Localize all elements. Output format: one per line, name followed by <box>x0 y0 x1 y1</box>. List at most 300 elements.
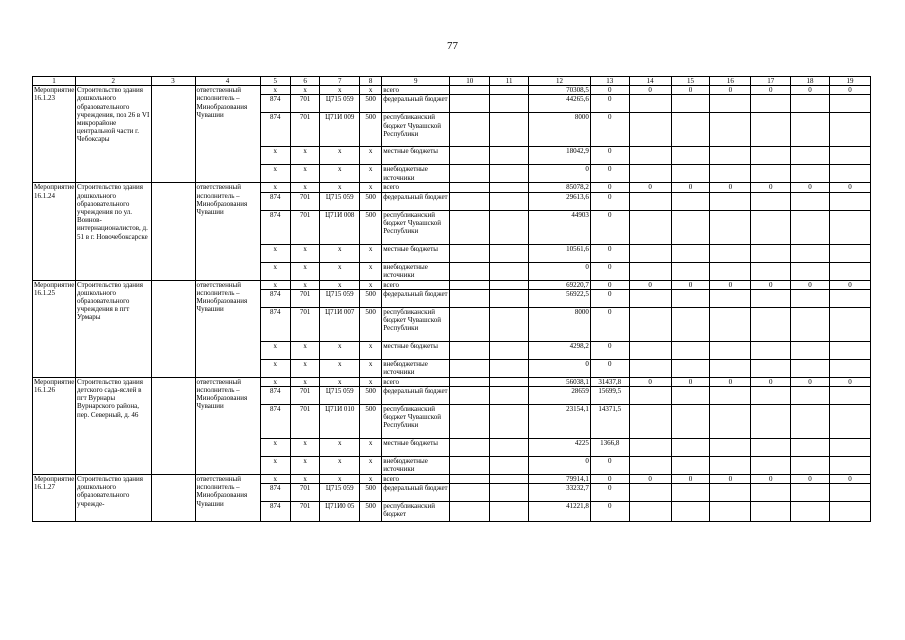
amount-cell: 0 <box>590 307 629 341</box>
code-cell: x <box>360 377 382 386</box>
amount-cell <box>710 192 751 210</box>
amount-cell <box>671 439 710 457</box>
code-cell: x <box>360 262 382 280</box>
executor-cell: ответственный исполнитель – Минобразования Чувашии <box>195 86 260 183</box>
amount-cell <box>629 387 671 405</box>
amount-cell: 0 <box>629 183 671 192</box>
amount-cell: 31437,8 <box>590 377 629 386</box>
empty-cell <box>151 183 195 280</box>
page-number: 77 <box>447 40 458 52</box>
amount-cell: 79914,1 <box>529 475 591 484</box>
amount-cell <box>829 147 870 165</box>
amount-cell: 0 <box>590 475 629 484</box>
code-cell: 500 <box>360 405 382 439</box>
amount-cell <box>671 457 710 475</box>
amount-cell <box>829 502 870 522</box>
amount-cell <box>791 307 830 341</box>
amount-cell <box>710 244 751 262</box>
code-cell: x <box>360 280 382 289</box>
amount-cell <box>751 244 791 262</box>
column-number: 10 <box>450 77 490 86</box>
code-cell: 500 <box>360 484 382 502</box>
amount-cell: 15699,5 <box>590 387 629 405</box>
funding-source-cell: местные бюджеты <box>382 341 450 359</box>
amount-cell <box>629 262 671 280</box>
amount-cell <box>629 341 671 359</box>
measure-cell: Мероприятие 16.1.27 <box>33 475 76 522</box>
amount-cell <box>671 262 710 280</box>
amount-cell <box>791 289 830 307</box>
code-cell: x <box>320 457 360 475</box>
amount-cell: 0 <box>590 183 629 192</box>
amount-cell: 29613,6 <box>529 192 591 210</box>
amount-cell <box>829 244 870 262</box>
code-cell: 701 <box>290 113 319 147</box>
empty-cell <box>490 484 529 502</box>
code-cell: 701 <box>290 405 319 439</box>
code-cell: x <box>360 244 382 262</box>
amount-cell: 0 <box>829 475 870 484</box>
empty-cell <box>490 210 529 244</box>
empty-cell <box>490 280 529 289</box>
funding-source-cell: республиканский бюджет Чувашской Республики <box>382 210 450 244</box>
funding-source-cell: всего <box>382 86 450 95</box>
code-cell: 500 <box>360 387 382 405</box>
amount-cell <box>629 484 671 502</box>
code-cell: x <box>320 244 360 262</box>
amount-cell: 0 <box>590 484 629 502</box>
amount-cell <box>710 307 751 341</box>
amount-cell: 0 <box>590 113 629 147</box>
amount-cell: 0 <box>751 280 791 289</box>
code-cell: x <box>290 377 319 386</box>
code-cell: Ц715 059 <box>320 95 360 113</box>
amount-cell <box>829 341 870 359</box>
amount-cell: 70308,5 <box>529 86 591 95</box>
amount-cell <box>751 210 791 244</box>
code-cell: 500 <box>360 502 382 522</box>
measure-cell: Мероприятие 16.1.26 <box>33 377 76 474</box>
amount-cell <box>671 289 710 307</box>
amount-cell: 8000 <box>529 307 591 341</box>
amount-cell <box>829 307 870 341</box>
empty-cell <box>151 377 195 474</box>
amount-cell: 0 <box>590 280 629 289</box>
amount-cell <box>671 244 710 262</box>
funding-source-cell: всего <box>382 280 450 289</box>
amount-cell <box>751 165 791 183</box>
amount-cell <box>751 387 791 405</box>
amount-cell <box>629 244 671 262</box>
amount-cell: 18042,9 <box>529 147 591 165</box>
empty-cell <box>450 147 490 165</box>
amount-cell: 0 <box>629 377 671 386</box>
code-cell: Ц71И 009 <box>320 113 360 147</box>
column-number: 18 <box>791 77 830 86</box>
amount-cell <box>710 387 751 405</box>
code-cell: Ц71И 010 <box>320 405 360 439</box>
funding-source-cell: местные бюджеты <box>382 244 450 262</box>
amount-cell <box>829 405 870 439</box>
amount-cell <box>671 210 710 244</box>
code-cell: 874 <box>260 405 290 439</box>
funding-source-cell: внебюджетные источники <box>382 457 450 475</box>
amount-cell: 0 <box>529 359 591 377</box>
amount-cell <box>710 289 751 307</box>
code-cell: x <box>260 341 290 359</box>
measure-name-cell: Строительство здания дошкольного образовательного учреждения, поз 26 в VI микрорайоне центральной части г. Чебоксары <box>76 86 152 183</box>
amount-cell <box>629 147 671 165</box>
measure-name-cell: Строительство здания дошкольного образовательного учреждения по ул. Воинов-интернационалистов, д. 51 в г. Новочебоксарске <box>76 183 152 280</box>
code-cell: 874 <box>260 484 290 502</box>
amount-cell: 56038,1 <box>529 377 591 386</box>
amount-cell <box>671 113 710 147</box>
code-cell: x <box>360 147 382 165</box>
empty-cell <box>490 244 529 262</box>
amount-cell <box>629 113 671 147</box>
amount-cell <box>710 341 751 359</box>
empty-cell <box>450 183 490 192</box>
amount-cell <box>710 262 751 280</box>
amount-cell: 0 <box>829 377 870 386</box>
empty-cell <box>450 289 490 307</box>
amount-cell: 0 <box>751 86 791 95</box>
amount-cell: 44265,6 <box>529 95 591 113</box>
amount-cell <box>751 95 791 113</box>
code-cell: 500 <box>360 113 382 147</box>
amount-cell: 0 <box>791 280 830 289</box>
amount-cell <box>829 387 870 405</box>
amount-cell <box>671 147 710 165</box>
amount-cell <box>791 244 830 262</box>
table-row <box>33 183 871 192</box>
code-cell: x <box>290 165 319 183</box>
funding-source-cell: всего <box>382 475 450 484</box>
amount-cell <box>671 405 710 439</box>
measure-cell: Мероприятие 16.1.25 <box>33 280 76 377</box>
amount-cell: 0 <box>710 86 751 95</box>
amount-cell: 0 <box>529 262 591 280</box>
empty-cell <box>450 113 490 147</box>
funding-source-cell: республиканский бюджет Чувашской Республики <box>382 113 450 147</box>
funding-source-cell: республиканский бюджет Чувашской Республики <box>382 307 450 341</box>
amount-cell: 4298,2 <box>529 341 591 359</box>
amount-cell <box>629 95 671 113</box>
code-cell: 500 <box>360 192 382 210</box>
code-cell: x <box>360 457 382 475</box>
empty-cell <box>490 405 529 439</box>
funding-source-cell: федеральный бюджет <box>382 289 450 307</box>
table-row <box>33 377 871 386</box>
amount-cell <box>710 405 751 439</box>
code-cell: x <box>260 244 290 262</box>
code-cell: x <box>260 86 290 95</box>
table-body <box>33 77 871 522</box>
empty-cell <box>450 165 490 183</box>
amount-cell: 0 <box>671 377 710 386</box>
amount-cell: 0 <box>671 86 710 95</box>
amount-cell <box>629 192 671 210</box>
column-number: 17 <box>751 77 791 86</box>
funding-source-cell: всего <box>382 183 450 192</box>
code-cell: Ц71И0 05 <box>320 502 360 522</box>
amount-cell: 0 <box>629 86 671 95</box>
table-row <box>33 475 871 484</box>
amount-cell <box>791 405 830 439</box>
code-cell: x <box>320 280 360 289</box>
amount-cell <box>710 502 751 522</box>
amount-cell <box>751 484 791 502</box>
empty-cell <box>450 262 490 280</box>
empty-cell <box>450 341 490 359</box>
amount-cell <box>751 113 791 147</box>
amount-cell: 0 <box>751 183 791 192</box>
code-cell: 701 <box>290 387 319 405</box>
amount-cell: 0 <box>590 192 629 210</box>
code-cell: x <box>290 341 319 359</box>
empty-cell <box>490 113 529 147</box>
funding-source-cell: федеральный бюджет <box>382 387 450 405</box>
executor-cell: ответственный исполнитель – Минобразования Чувашии <box>195 475 260 522</box>
code-cell: x <box>290 280 319 289</box>
measure-name-cell: Строительство здания дошкольного образовательного учреждения в пгт Урмары <box>76 280 152 377</box>
empty-cell <box>450 359 490 377</box>
amount-cell <box>629 405 671 439</box>
amount-cell: 0 <box>590 147 629 165</box>
code-cell: 874 <box>260 113 290 147</box>
amount-cell <box>710 457 751 475</box>
amount-cell: 0 <box>671 183 710 192</box>
empty-cell <box>450 457 490 475</box>
measure-cell: Мероприятие 16.1.24 <box>33 183 76 280</box>
amount-cell <box>629 307 671 341</box>
amount-cell <box>829 439 870 457</box>
code-cell: 701 <box>290 484 319 502</box>
code-cell: 874 <box>260 289 290 307</box>
empty-cell <box>450 192 490 210</box>
code-cell: x <box>320 359 360 377</box>
empty-cell <box>490 475 529 484</box>
empty-cell <box>450 405 490 439</box>
code-cell: x <box>290 475 319 484</box>
amount-cell: 0 <box>629 475 671 484</box>
code-cell: x <box>320 262 360 280</box>
amount-cell <box>629 165 671 183</box>
code-cell: x <box>290 244 319 262</box>
amount-cell <box>791 484 830 502</box>
amount-cell: 10561,6 <box>529 244 591 262</box>
amount-cell <box>791 113 830 147</box>
empty-cell <box>490 165 529 183</box>
amount-cell <box>751 457 791 475</box>
amount-cell: 0 <box>710 280 751 289</box>
amount-cell <box>710 95 751 113</box>
code-cell: x <box>290 457 319 475</box>
amount-cell <box>629 457 671 475</box>
code-cell: x <box>320 147 360 165</box>
table-row <box>33 280 871 289</box>
empty-cell <box>450 387 490 405</box>
code-cell: 500 <box>360 210 382 244</box>
code-cell: x <box>360 439 382 457</box>
funding-source-cell: федеральный бюджет <box>382 484 450 502</box>
code-cell: x <box>290 86 319 95</box>
program-table <box>32 76 871 522</box>
code-cell: x <box>320 475 360 484</box>
code-cell: 500 <box>360 307 382 341</box>
amount-cell <box>829 289 870 307</box>
funding-source-cell: местные бюджеты <box>382 439 450 457</box>
code-cell: x <box>290 183 319 192</box>
code-cell: x <box>290 439 319 457</box>
measure-cell: Мероприятие 16.1.23 <box>33 86 76 183</box>
code-cell: x <box>260 280 290 289</box>
amount-cell <box>629 502 671 522</box>
funding-source-cell: федеральный бюджет <box>382 95 450 113</box>
column-number: 7 <box>320 77 360 86</box>
code-cell: x <box>320 341 360 359</box>
amount-cell <box>671 95 710 113</box>
amount-cell: 0 <box>590 86 629 95</box>
amount-cell <box>751 307 791 341</box>
empty-cell <box>490 95 529 113</box>
amount-cell: 0 <box>791 475 830 484</box>
code-cell: 874 <box>260 192 290 210</box>
amount-cell <box>829 359 870 377</box>
funding-source-cell: республиканский бюджет Чувашской Республики <box>382 405 450 439</box>
executor-cell: ответственный исполнитель – Минобразования Чувашии <box>195 183 260 280</box>
column-number: 12 <box>529 77 591 86</box>
code-cell: x <box>320 165 360 183</box>
amount-cell <box>710 484 751 502</box>
code-cell: x <box>260 439 290 457</box>
executor-cell: ответственный исполнитель – Минобразования Чувашии <box>195 280 260 377</box>
column-number: 9 <box>382 77 450 86</box>
amount-cell <box>671 165 710 183</box>
column-number: 13 <box>590 77 629 86</box>
amount-cell: 0 <box>710 183 751 192</box>
amount-cell <box>710 359 751 377</box>
column-number: 5 <box>260 77 290 86</box>
column-number: 1 <box>33 77 76 86</box>
amount-cell: 0 <box>671 475 710 484</box>
code-cell: x <box>360 165 382 183</box>
code-cell: 874 <box>260 387 290 405</box>
amount-cell: 0 <box>751 377 791 386</box>
column-number: 3 <box>151 77 195 86</box>
empty-cell <box>450 307 490 341</box>
code-cell: 701 <box>290 192 319 210</box>
code-cell: x <box>260 457 290 475</box>
column-number: 6 <box>290 77 319 86</box>
funding-source-cell: федеральный бюджет <box>382 192 450 210</box>
column-number: 2 <box>76 77 152 86</box>
funding-source-cell: местные бюджеты <box>382 147 450 165</box>
amount-cell <box>671 502 710 522</box>
amount-cell <box>671 359 710 377</box>
amount-cell <box>791 192 830 210</box>
executor-cell: ответственный исполнитель – Минобразования Чувашии <box>195 377 260 474</box>
amount-cell <box>791 210 830 244</box>
empty-cell <box>490 377 529 386</box>
amount-cell <box>710 210 751 244</box>
amount-cell: 0 <box>829 86 870 95</box>
amount-cell: 4225 <box>529 439 591 457</box>
amount-cell <box>829 262 870 280</box>
code-cell: x <box>290 147 319 165</box>
funding-source-cell: республиканский бюджет <box>382 502 450 522</box>
amount-cell: 14371,5 <box>590 405 629 439</box>
code-cell: Ц715 059 <box>320 192 360 210</box>
empty-cell <box>450 280 490 289</box>
empty-cell <box>490 192 529 210</box>
amount-cell: 0 <box>590 289 629 307</box>
empty-cell <box>450 475 490 484</box>
amount-cell <box>791 341 830 359</box>
amount-cell <box>751 405 791 439</box>
empty-cell <box>490 502 529 522</box>
amount-cell <box>791 387 830 405</box>
column-number-row <box>33 77 871 86</box>
amount-cell <box>829 95 870 113</box>
amount-cell: 0 <box>590 502 629 522</box>
amount-cell <box>791 147 830 165</box>
empty-cell <box>450 439 490 457</box>
empty-cell <box>450 484 490 502</box>
amount-cell: 0 <box>791 183 830 192</box>
code-cell: Ц71И 008 <box>320 210 360 244</box>
amount-cell <box>791 439 830 457</box>
code-cell: x <box>260 165 290 183</box>
amount-cell <box>829 457 870 475</box>
amount-cell <box>671 387 710 405</box>
empty-cell <box>151 475 195 522</box>
amount-cell <box>710 113 751 147</box>
column-number: 19 <box>829 77 870 86</box>
amount-cell <box>751 341 791 359</box>
amount-cell <box>671 341 710 359</box>
amount-cell: 23154,1 <box>529 405 591 439</box>
amount-cell <box>751 192 791 210</box>
code-cell: x <box>360 359 382 377</box>
column-number: 11 <box>490 77 529 86</box>
amount-cell: 8000 <box>529 113 591 147</box>
column-number: 16 <box>710 77 751 86</box>
amount-cell: 0 <box>590 244 629 262</box>
amount-cell <box>829 484 870 502</box>
amount-cell: 0 <box>710 377 751 386</box>
code-cell: 701 <box>290 289 319 307</box>
amount-cell: 0 <box>829 183 870 192</box>
amount-cell <box>751 439 791 457</box>
amount-cell <box>829 165 870 183</box>
amount-cell: 0 <box>629 280 671 289</box>
code-cell: 701 <box>290 307 319 341</box>
empty-cell <box>450 502 490 522</box>
code-cell: x <box>320 377 360 386</box>
amount-cell <box>791 502 830 522</box>
amount-cell <box>751 289 791 307</box>
amount-cell <box>671 192 710 210</box>
code-cell: x <box>320 183 360 192</box>
code-cell: x <box>320 439 360 457</box>
empty-cell <box>490 359 529 377</box>
code-cell: 874 <box>260 95 290 113</box>
amount-cell: 0 <box>529 457 591 475</box>
code-cell: x <box>290 262 319 280</box>
column-number: 14 <box>629 77 671 86</box>
code-cell: x <box>360 341 382 359</box>
